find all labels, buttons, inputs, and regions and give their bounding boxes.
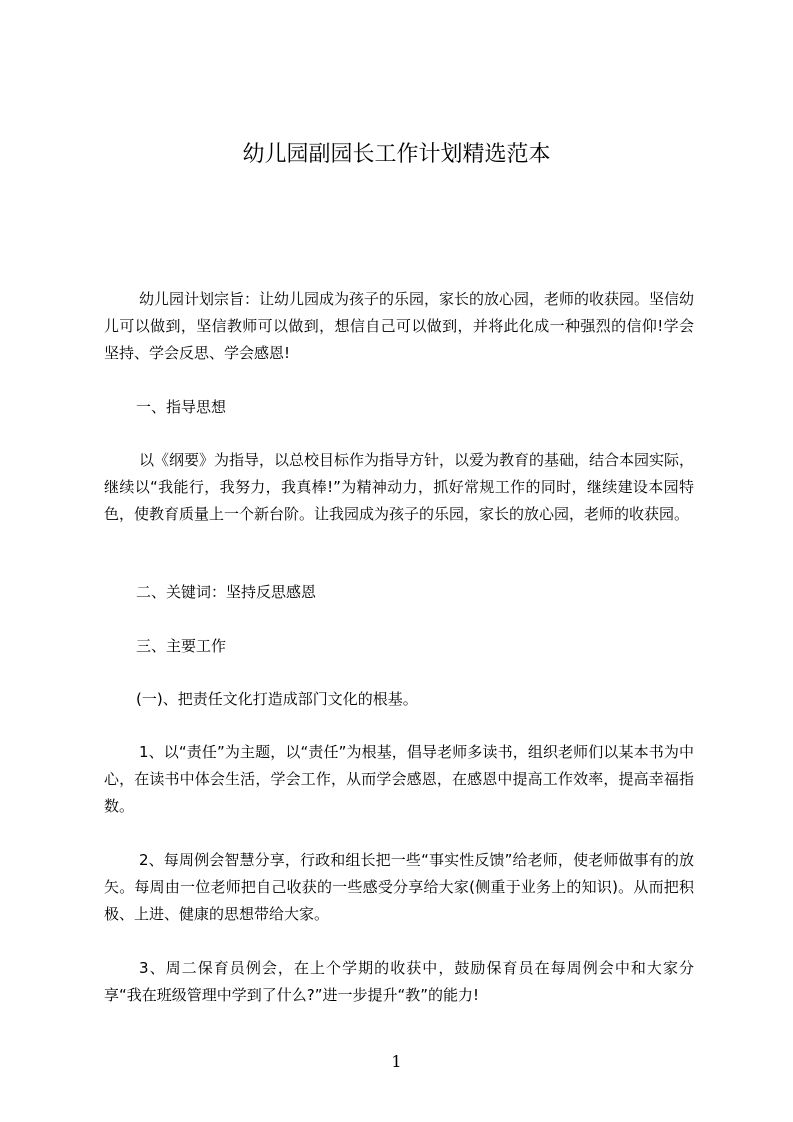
list-item-3: 3、周二保育员例会，在上个学期的收获中，鼓励保育员在每周例会中和大家分享“我在班级管理中学到了什么?”进一步提升“教”的能力! bbox=[104, 959, 694, 1004]
subsection-heading-responsibility-culture: (一)、把责任文化打造成部门文化的根基。 bbox=[136, 690, 418, 708]
list-item-2: 2、每周例会智慧分享，行政和组长把一些“事实性反馈”给老师，使老师做事有的放矢。每周由一位老师把自己收获的一些感受分享给大家(侧重于业务上的知识)。从而把积极、上进、健康的思想带给大家。 bbox=[104, 851, 694, 923]
intro-paragraph: 幼儿园计划宗旨：让幼儿园成为孩子的乐园，家长的放心园，老师的收获园。坚信幼儿可以做到，坚信教师可以做到，想信自己可以做到，并将此化成一种强烈的信仰!学会坚持、学会反思、学会感恩! bbox=[104, 290, 695, 362]
guiding-ideology-paragraph: 以《纲要》为指导，以总校目标作为指导方针，以爱为教育的基础，结合本园实际，继续以“我能行，我努力，我真棒!”为精神动力，抓好常规工作的同时，继续建设本园特色，使教育质量上一个新台阶。让我园成为孩子的乐园，家长的放心园，老师的收获园。 bbox=[104, 451, 695, 523]
document-title: 幼儿园副园长工作计划精选范本 bbox=[242, 142, 551, 167]
section-heading-main-work: 三、主要工作 bbox=[136, 637, 227, 655]
section-heading-keywords: 二、关键词：坚持反思感恩 bbox=[136, 583, 317, 601]
section-heading-guiding-ideology: 一、指导思想 bbox=[136, 398, 227, 416]
page-number: 1 bbox=[391, 1052, 402, 1071]
list-item-1: 1、以“责任”为主题，以“责任”为根基，倡导老师多读书，组织老师们以某本书为中心，在读书中体会生活，学会工作，从而学会感恩，在感恩中提高工作效率，提高幸福指数。 bbox=[104, 743, 694, 815]
